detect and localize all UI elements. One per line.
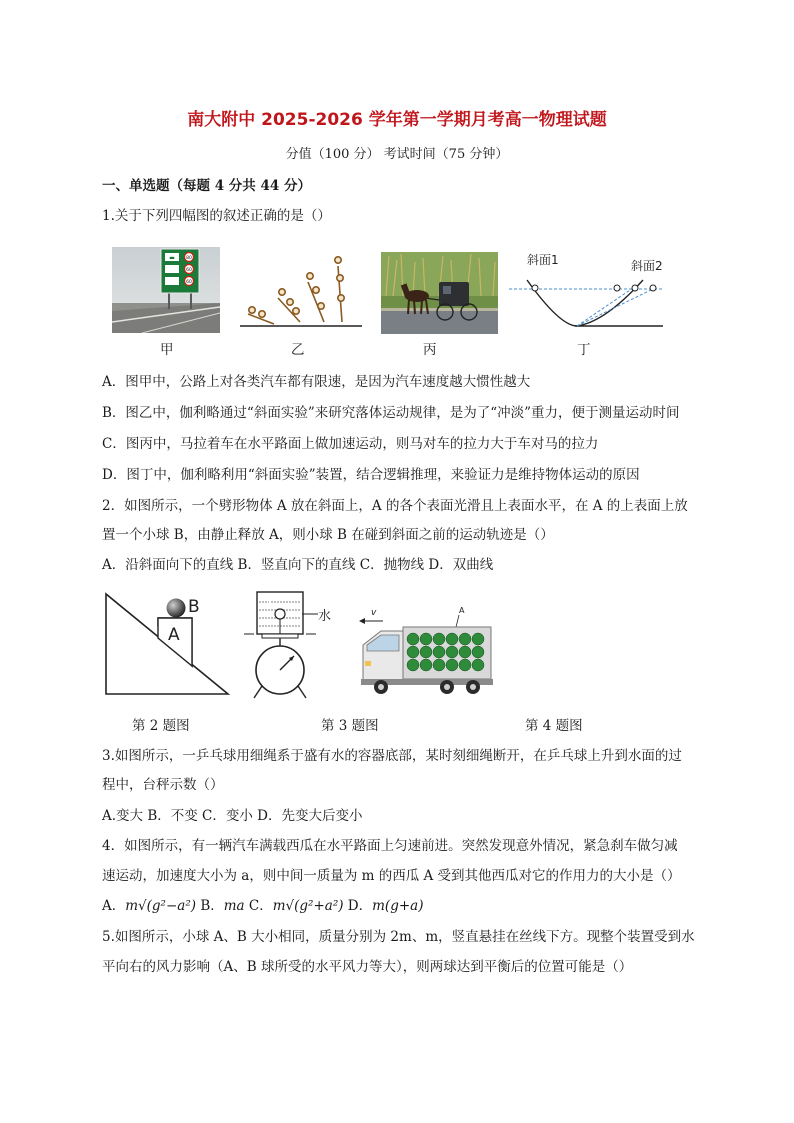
q4-option-c-expr: m√(g²+a²) — [272, 898, 344, 914]
caption-fig3: 第 3 题图 — [321, 718, 379, 734]
speed-limit-number: 60 — [186, 280, 192, 285]
velocity-label: v — [371, 608, 377, 618]
caption-jia: 甲 — [160, 342, 174, 358]
q1-option-c: C．图丙中，马拉着车在水平路面上做加速运动，则马对车的拉力大于车对马的拉力 — [102, 436, 599, 452]
wedge-a-label: A — [168, 625, 180, 645]
q2-stem-line1: 2．如图所示，一个劈形物体 A 放在斜面上，A 的各个表面光滑且上表面水平，在 A 的上表面上放 — [102, 498, 688, 514]
figure-bing-horse-carriage-photo — [381, 252, 498, 334]
q4-option-d-label: D． — [347, 898, 373, 914]
q4-options — [102, 894, 423, 914]
water-label: 水 — [318, 609, 332, 624]
q1-option-d: D．图丁中，伽利略利用“斜面实验”装置，结合逻辑推理，来验证力是维持物体运动的原因 — [102, 467, 640, 483]
caption-ding: 丁 — [577, 342, 591, 358]
figure-q3-scale — [240, 588, 340, 702]
q5-stem-line1: 5.如图所示，小球 A、B 大小相同，质量分别为 2m、m，竖直悬挂在丝线下方。现整个装置受到水 — [102, 929, 695, 945]
figure-jia-highway-photo — [112, 247, 220, 333]
caption-yi: 乙 — [291, 342, 305, 358]
q1-stem: 1.关于下列四幅图的叙述正确的是（） — [102, 208, 331, 224]
figure-q4-truck — [355, 605, 495, 697]
q1-option-a: A．图甲中，公路上对各类汽车都有限速，是因为汽车速度越大惯性越大 — [102, 374, 531, 390]
q4-stem-line1: 4．如图所示，有一辆汽车满载西瓜在水平路面上匀速前进。突然发现意外情况，紧急刹车做匀减 — [102, 838, 678, 854]
figure-yi-inclines — [238, 252, 364, 330]
figure-ding-two-slopes — [505, 252, 665, 334]
q5-stem-line2: 平向右的风力影响（A、B 球所受的水平风力等大），则两球达到平衡后的位置可能是（） — [102, 959, 633, 975]
q1-option-b: B．图乙中，伽利略通过“斜面实验”来研究落体运动规律，是为了“冲淡”重力，便于测量运动时间 — [102, 405, 680, 421]
figure-q2-wedge — [100, 590, 235, 700]
q2-options: A．沿斜面向下的直线 B．竖直向下的直线 C．抛物线 D．双曲线 — [102, 557, 494, 573]
q4-option-c-label: C． — [248, 898, 273, 914]
caption-fig4: 第 4 题图 — [525, 718, 583, 734]
q3-options: A.变大 B．不变 C．变小 D．先变大后变小 — [102, 808, 363, 824]
q2-stem-line2: 置一个小球 B，由静止释放 A，则小球 B 在碰到斜面之前的运动轨迹是（） — [102, 527, 554, 543]
slope2-label: 斜面2 — [631, 259, 663, 273]
q3-stem-line2: 程中，台秤示数（） — [102, 777, 224, 793]
slope1-label: 斜面1 — [527, 253, 559, 267]
q4-option-d-expr: m(g+a) — [372, 898, 424, 914]
q4-option-a-label: A． — [102, 898, 126, 914]
q4-stem-line2: 速运动，加速度大小为 a，则中间一质量为 m 的西瓜 A 受到其他西瓜对它的作用力的大小是（） — [102, 868, 681, 884]
q4-option-b-label: B． — [200, 898, 224, 914]
section-heading: 一、单选题（每题 4 分共 44 分） — [102, 178, 311, 194]
page-title: 南大附中 2025-2026 学年第一学期月考高一物理试题 — [187, 110, 607, 130]
ball-b-label: B — [188, 597, 200, 617]
speed-limit-number: 60 — [186, 268, 192, 273]
caption-fig2: 第 2 题图 — [132, 718, 190, 734]
q3-stem-line1: 3.如图所示，一乒乓球用细绳系于盛有水的容器底部，某时刻细绳断开，在乒乓球上升到水面的过 — [102, 748, 682, 764]
exam-info: 分值（100 分） 考试时间（75 分钟） — [285, 147, 509, 162]
q4-option-a-expr: m√(g²−a²) — [125, 898, 197, 914]
svg-text:▬: ▬ — [169, 254, 175, 262]
q4-option-b-expr: ma — [223, 898, 245, 914]
caption-bing: 丙 — [423, 342, 437, 358]
watermelon-a-label: A — [459, 606, 465, 615]
speed-limit-number: 80 — [186, 256, 192, 261]
